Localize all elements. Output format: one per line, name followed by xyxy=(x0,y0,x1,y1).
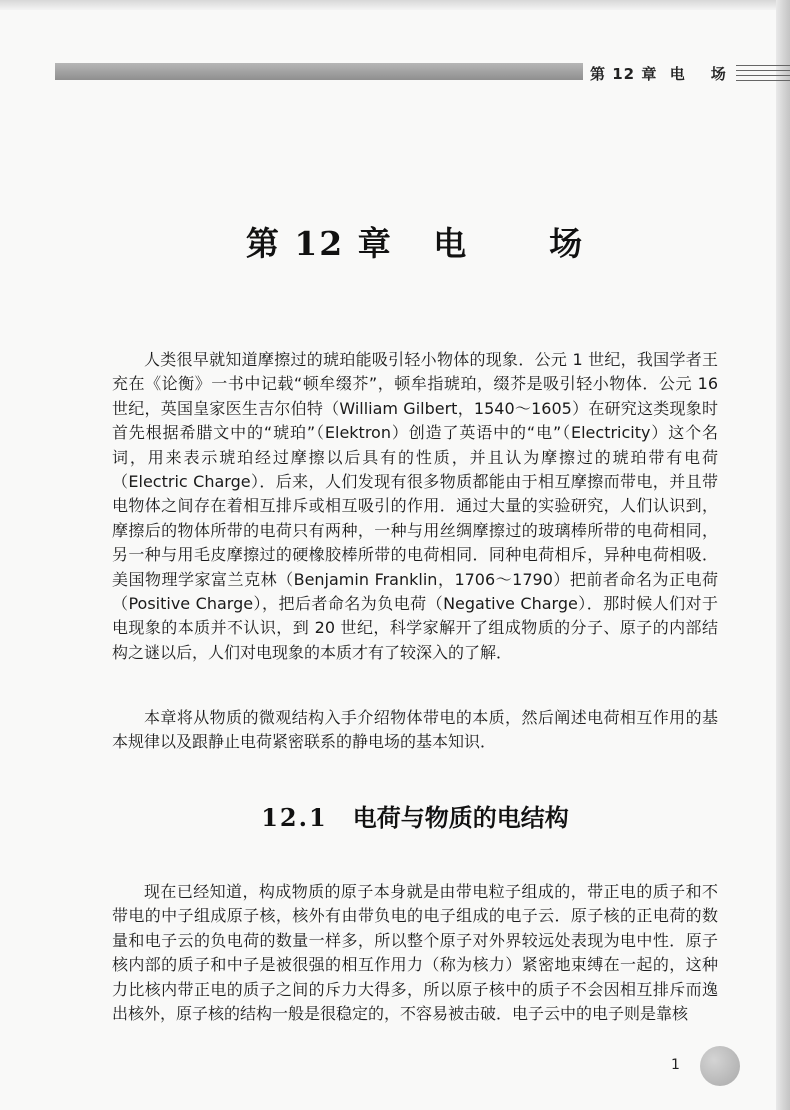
intro-paragraph-2: 本章将从物质的微观结构入手介绍物体带电的本质，然后阐述电荷相互作用的基本规律以及跟静止电荷紧密联系的静电场的基本知识． xyxy=(112,708,718,752)
page-right-edge xyxy=(776,0,790,1110)
header-bar xyxy=(55,63,583,80)
header-rule xyxy=(736,65,790,66)
chapter-label: 第 12 章 xyxy=(245,224,393,263)
chapter-title-part2: 场 xyxy=(549,224,585,263)
header-title-part1: 电 xyxy=(669,65,686,83)
chapter-title xyxy=(0,218,790,265)
page-number: 1 xyxy=(671,1057,680,1073)
header-rule xyxy=(736,70,790,71)
section-title: 电荷与物质的电结构 xyxy=(352,804,569,832)
header-title-part2: 场 xyxy=(710,65,727,83)
chapter-title-part1: 电 xyxy=(433,224,469,263)
header-rule xyxy=(736,80,790,81)
section-paragraph-1: 现在已经知道，构成物质的原子本身就是由带电粒子组成的，带正电的质子和不带电的中子组成原子核，核外有由带负电的电子组成的电子云．原子核的正电荷的数量和电子云的负电荷的数量一样多，所以整个原子对外界较远处表现为电中性．原子核内部的质子和中子是被很强的相互作用力（称为核力）紧密地束缚在一起的，这种力比核内带正电的质子之间的斥力大得多，所以原子核中的质子不会因相互排斥而逸出核外，原子核的结构一般是很稳定的，不容易被击破．电子云中的电子则是靠核 xyxy=(112,882,718,1024)
section-number: 12.1 xyxy=(261,803,328,832)
page-corner-tab xyxy=(700,1046,740,1086)
intro-paragraph-1: 人类很早就知道摩擦过的琥珀能吸引轻小物体的现象．公元 1 世纪，我国学者王充在《论衡》一书中记载“顿牟缀芥”，顿牟指琥珀，缀芥是吸引轻小物体．公元 16 世纪，英国皇家医生吉尔伯特（William Gilbert，1540～1605）在研究这类现象时首先根据希腊文中的“琥珀”（Elektron）创造了英语中的“电”（Electricity）这个名词，用来表示琥珀经过摩擦以后具有的性质，并且认为摩擦过的琥珀带有电荷（Electric Charge）．后来，人们发现有很多物质都能由于相互摩擦而带电，并且带电物体之间存在着相互排斥或相互吸引的作用．通过大量的实验研究，人们认识到，摩擦后的物体所带的电荷只有两种，一种与用丝绸摩擦过的玻璃棒所带的电荷相同，另一种与用毛皮摩擦过的硬橡胶棒所带的电荷相同．同种电荷相斥，异种电荷相吸．美国物理学家富兰克林（Benjamin Franklin，1706～1790）把前者命名为正电荷（Positive Charge），把后者命名为负电荷（Negative Charge）．那时候人们对于电现象的本质并不认识，到 20 世纪，科学家解开了组成物质的分子、原子的内部结构之谜以后，人们对电现象的本质才有了较深入的了解． xyxy=(112,350,718,662)
running-header xyxy=(590,63,727,83)
header-rule xyxy=(736,75,790,76)
section-heading xyxy=(0,798,790,833)
header-chapter-label: 第 12 章 xyxy=(590,65,658,83)
page-top-shadow xyxy=(0,0,790,10)
